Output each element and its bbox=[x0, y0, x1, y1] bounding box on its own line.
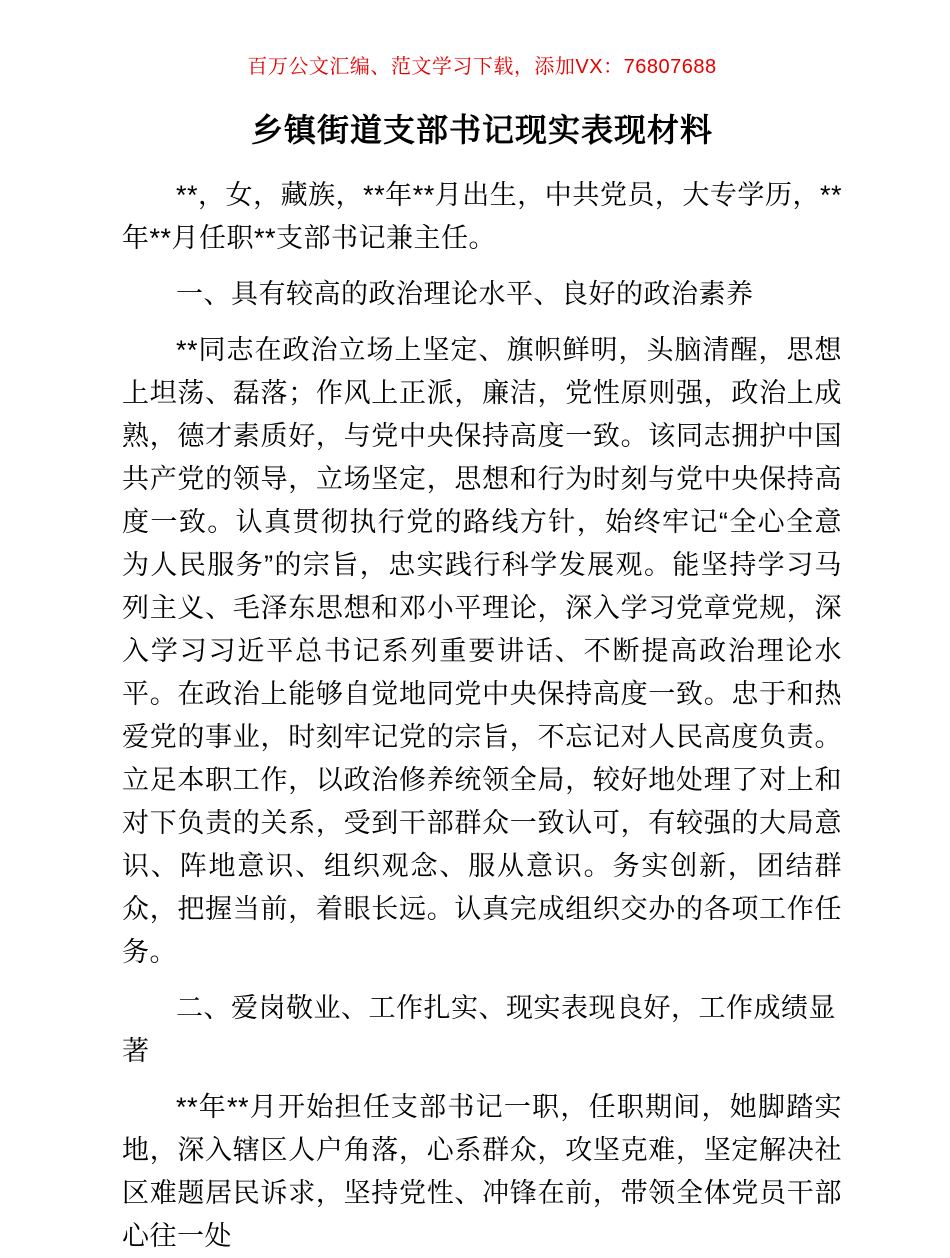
section-1-paragraph: **同志在政治立场上坚定、旗帜鲜明，头脑清醒，思想上坦荡、磊落；作风上正派，廉洁，党性原则强，政治上成熟，德才素质好，与党中央保持高度一致。该同志拥护中国共产党的领导，立场坚定，思想和行为时刻与党中央保持高度一致。认真贯彻执行党的路线方针，始终牢记“全心全意为人民服务”的宗旨，忠实践行科学发展观。能坚持学习马列主义、毛泽东思想和邓小平理论，深入学习党章党规，深入学习习近平总书记系列重要讲话、不断提高政治理论水平。在政治上能够自觉地同党中央保持高度一致。忠于和热爱党的事业，时刻牢记党的宗旨，不忘记对人民高度负责。立足本职工作，以政治修养统领全局，较好地处理了对上和对下负责的关系，受到干部群众一致认可，有较强的大局意识、阵地意识、组织观念、服从意识。务实创新，团结群众，把握当前，着眼长远。认真完成组织交办的各项工作任务。 bbox=[122, 335, 842, 967]
intro-paragraph: **，女，藏族，**年**月出生，中共党员，大专学历，**年**月任职**支部书记兼主任。 bbox=[122, 180, 842, 253]
document-title: 乡镇街道支部书记现实表现材料 bbox=[250, 112, 713, 148]
section-2-paragraph: **年**月开始担任支部书记一职，任职期间，她脚踏实地，深入辖区人户角落，心系群众，攻坚克难，坚定解决社区难题居民诉求，坚持党性、冲锋在前，带领全体党员干部心往一处 bbox=[122, 1092, 842, 1251]
document-body bbox=[122, 174, 842, 1258]
header-notice bbox=[122, 54, 842, 80]
section-heading-1: 一、具有较高的政治理论水平、良好的政治素养 bbox=[176, 279, 754, 309]
notice-text: 百万公文汇编、范文学习下载，添加VX：76807688 bbox=[247, 56, 717, 78]
section-heading-2: 二、爱岗敬业、工作扎实、现实表现良好，工作成绩显著 bbox=[122, 993, 836, 1066]
